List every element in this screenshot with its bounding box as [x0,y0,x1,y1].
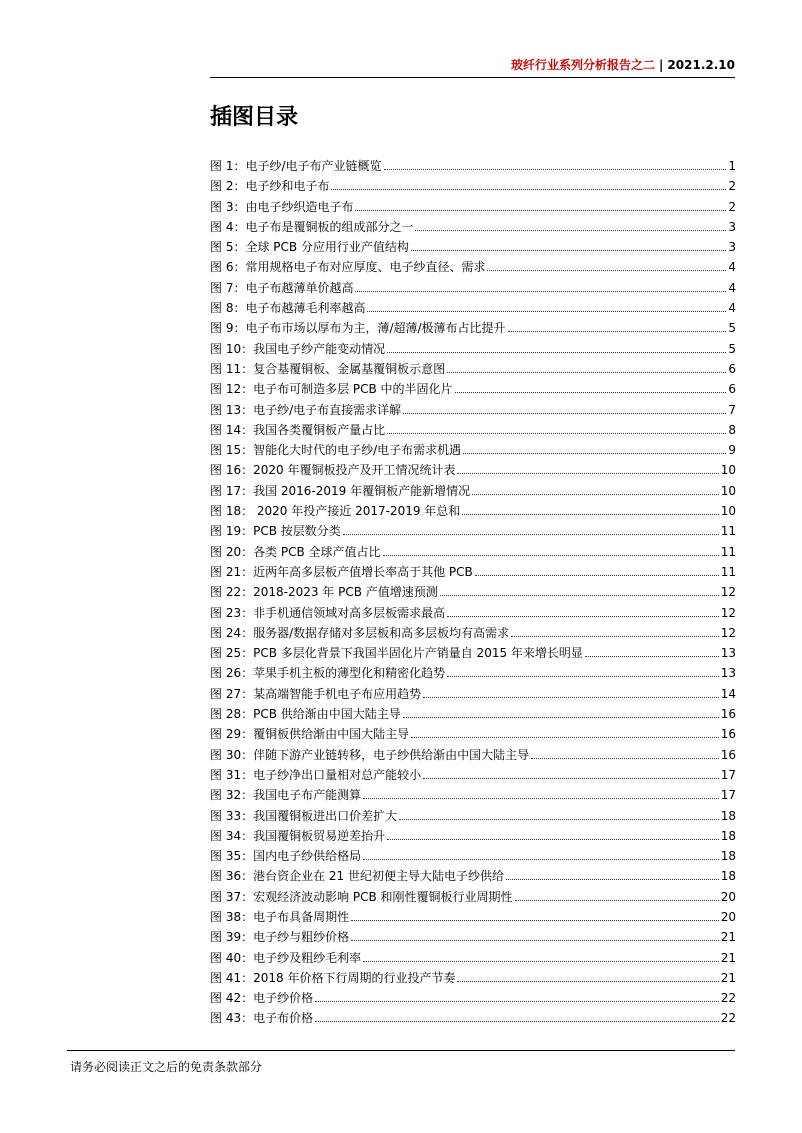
toc-entry-page[interactable]: 11 [720,524,736,539]
toc-entry-page[interactable]: 16 [720,747,736,762]
toc-entry[interactable] [210,604,736,624]
toc-entry-page[interactable]: 12 [720,605,736,620]
toc-entry[interactable] [210,989,736,1009]
toc-leader-dots [384,169,727,170]
toc-entry-page[interactable]: 17 [720,767,736,782]
toc-entry-label[interactable]: 图 7：电子布越薄单价越高 [210,280,354,295]
toc-entry[interactable] [210,766,736,786]
toc-entry-label[interactable]: 图 9：电子布市场以厚布为主，薄/超薄/极薄布占比提升 [210,321,506,336]
toc-entry-page[interactable]: 18 [720,828,736,843]
toc-leader-dots [363,961,719,962]
toc-entry[interactable] [210,340,736,360]
toc-entry[interactable] [210,258,736,278]
toc-entry-page[interactable]: 4 [728,301,736,316]
toc-entry-label[interactable]: 图 25：PCB 多层化背景下我国半固化片产销量自 2015 年来增长明显 [210,646,583,661]
toc-leader-dots [463,453,726,454]
toc-entry-label[interactable]: 图 11：复合基覆铜板、金属基覆铜板示意图 [210,361,446,376]
toc-entry[interactable] [210,401,736,421]
toc-entry-label[interactable]: 图 31：电子纱净出口量相对总产能较小 [210,767,422,782]
toc-leader-dots [355,210,726,211]
header-separator: | [659,58,664,72]
toc-entry-page[interactable]: 21 [720,930,736,945]
toc-leader-dots [447,372,726,373]
toc-entry[interactable] [210,908,736,928]
toc-entry-label[interactable]: 图 18： 2020 年投产接近 2017-2019 年总和 [210,504,461,519]
toc-entry-label[interactable]: 图 4：电子布是覆铜板的组成部分之一 [210,219,414,234]
report-series-title: 玻纤行业系列分析报告之二 [511,58,656,72]
toc-leader-dots [383,555,719,556]
toc-entry[interactable] [210,928,736,948]
toc-entry-page[interactable]: 7 [728,402,736,417]
toc-leader-dots [387,433,726,434]
toc-leader-dots [506,879,719,880]
toc-entry[interactable] [210,888,736,908]
toc-entry[interactable] [210,380,736,400]
toc-entry[interactable] [210,705,736,725]
toc-leader-dots [585,656,719,657]
toc-leader-dots [457,981,718,982]
toc-entry-label[interactable]: 图 35：国内电子纱供给格局 [210,849,362,864]
toc-entry-label[interactable]: 图 3：由电子纱织造电子布 [210,199,354,214]
toc-entry[interactable] [210,1009,736,1029]
toc-entry[interactable] [210,502,736,522]
toc-leader-dots [343,534,719,535]
toc-entry-page[interactable]: 2 [728,199,736,214]
toc-entry-page[interactable]: 6 [728,361,736,376]
toc-leader-dots [508,331,727,332]
toc-entry-label[interactable]: 图 5：全球 PCB 分应用行业产值结构 [210,240,409,255]
toc-entry-label[interactable]: 图 24：服务器/数据存储对多层板和高多层板均有高需求 [210,625,510,640]
toc-leader-dots [411,737,719,738]
toc-entry-page[interactable]: 20 [720,889,736,904]
footer-disclaimer: 请务必阅读正文之后的免责条款部分 [70,1060,263,1074]
toc-entry-page[interactable]: 22 [720,1011,736,1026]
toc-entry-page[interactable]: 22 [720,991,736,1006]
toc-entry-page[interactable]: 8 [728,422,736,437]
toc-entry-page[interactable]: 11 [720,564,736,579]
toc-entry[interactable] [210,482,736,502]
toc-entry[interactable] [210,563,736,583]
toc-leader-dots [387,839,719,840]
toc-entry-label[interactable]: 图 8：电子布越薄毛利率越高 [210,301,366,316]
toc-leader-dots [411,250,726,251]
toc-leader-dots [531,758,719,759]
toc-entry-label[interactable]: 图 41：2018 年价格下行周期的行业投产节奏 [210,970,456,985]
toc-entry[interactable] [210,198,736,218]
toc-entry-page[interactable]: 2 [728,179,736,194]
toc-entry-label[interactable]: 图 30：伴随下游产业链转移，电子纱供给渐由中国大陆主导 [210,747,530,762]
toc-entry[interactable] [210,685,736,705]
page-title: 插图目录 [210,105,299,130]
toc-entry[interactable] [210,461,736,481]
toc-entry-label[interactable]: 图 22：2018-2023 年 PCB 产值增速预测 [210,585,438,600]
toc-entry-label[interactable]: 图 2：电子纱和电子布 [210,179,330,194]
toc-entry[interactable] [210,279,736,299]
toc-entry-page[interactable]: 12 [720,585,736,600]
toc-entry[interactable] [210,807,736,827]
toc-leader-dots [399,819,719,820]
toc-entry-label[interactable]: 图 42：电子纱价格 [210,991,314,1006]
toc-entry-label[interactable]: 图 27：某高端智能手机电子布应用趋势 [210,686,422,701]
toc-entry-label[interactable]: 图 38：电子布具备周期性 [210,909,350,924]
toc-entry-label[interactable]: 图 34：我国覆铜板贸易逆差抬升 [210,828,386,843]
toc-entry[interactable] [210,969,736,989]
toc-entry-label[interactable]: 图 6：常用规格电子布对应厚度、电子纱直径、需求 [210,260,486,275]
toc-leader-dots [447,616,719,617]
toc-leader-dots [511,636,719,637]
toc-entry[interactable] [210,360,736,380]
toc-entry[interactable] [210,319,736,339]
toc-entry-page[interactable]: 5 [728,341,736,356]
toc-entry-page[interactable]: 21 [720,970,736,985]
header-divider [210,77,735,78]
toc-entry-label[interactable]: 图 29：覆铜板供给渐由中国大陆主导 [210,727,410,742]
toc-entry[interactable] [210,786,736,806]
toc-entry[interactable] [210,644,736,664]
toc-entry-page[interactable]: 13 [720,646,736,661]
toc-entry-label[interactable]: 图 14：我国各类覆铜板产量占比 [210,422,386,437]
figure-list [210,157,736,1030]
toc-leader-dots [403,717,719,718]
toc-entry-label[interactable]: 图 26：苹果手机主板的薄型化和精密化趋势 [210,666,446,681]
toc-leader-dots [351,920,719,921]
toc-leader-dots [515,900,719,901]
toc-entry-page[interactable]: 20 [720,909,736,924]
toc-entry-page[interactable]: 3 [728,219,736,234]
toc-leader-dots [363,859,719,860]
toc-entry[interactable] [210,664,736,684]
toc-leader-dots [331,189,726,190]
toc-entry[interactable] [210,725,736,745]
toc-entry-page[interactable]: 4 [728,280,736,295]
toc-leader-dots [472,494,719,495]
toc-entry-page[interactable]: 18 [720,869,736,884]
toc-entry-page[interactable]: 10 [720,504,736,519]
toc-entry[interactable] [210,624,736,644]
toc-entry[interactable] [210,867,736,887]
toc-entry-page[interactable]: 5 [728,321,736,336]
toc-entry[interactable] [210,441,736,461]
toc-entry[interactable] [210,847,736,867]
toc-entry[interactable] [210,157,736,177]
toc-entry-label[interactable]: 图 17：我国 2016-2019 年覆铜板产能新增情况 [210,483,471,498]
footer-divider [67,1050,735,1051]
toc-entry[interactable] [210,218,736,238]
toc-leader-dots [462,514,718,515]
toc-entry[interactable] [210,522,736,542]
toc-entry-page[interactable]: 12 [720,625,736,640]
toc-entry[interactable] [210,543,736,563]
toc-entry-page[interactable]: 17 [720,788,736,803]
toc-entry-page[interactable]: 10 [720,483,736,498]
toc-entry-page[interactable]: 9 [728,443,736,458]
toc-entry-page[interactable]: 4 [728,260,736,275]
toc-leader-dots [315,1001,719,1002]
toc-entry[interactable] [210,421,736,441]
toc-leader-dots [423,778,719,779]
toc-entry[interactable] [210,238,736,258]
toc-entry-page[interactable]: 1 [728,159,736,173]
toc-entry-label[interactable]: 图 21：近两年高多层板产值增长率高于其他 PCB [210,564,473,579]
toc-entry-page[interactable]: 18 [720,808,736,823]
toc-leader-dots [367,311,726,312]
toc-leader-dots [447,676,719,677]
toc-entry-page[interactable]: 10 [720,463,736,478]
toc-entry-label[interactable]: 图 43：电子布价格 [210,1011,314,1026]
toc-entry-page[interactable]: 3 [728,240,736,255]
toc-entry-label[interactable]: 图 10：我国电子纱产能变动情况 [210,341,386,356]
toc-leader-dots [457,473,718,474]
toc-entry-page[interactable]: 21 [720,950,736,965]
toc-entry-label[interactable]: 图 19：PCB 按层数分类 [210,524,341,539]
toc-entry-page[interactable]: 13 [720,666,736,681]
toc-entry[interactable] [210,746,736,766]
toc-leader-dots [487,270,726,271]
toc-entry-label[interactable]: 图 1：电子纱/电子布产业链概览 [210,159,382,173]
toc-leader-dots [355,291,726,292]
toc-entry[interactable] [210,827,736,847]
toc-entry-label[interactable]: 图 39：电子纱与粗纱价格 [210,930,350,945]
toc-leader-dots [403,413,726,414]
toc-leader-dots [315,1021,719,1022]
toc-entry[interactable] [210,299,736,319]
toc-leader-dots [475,575,719,576]
toc-entry-label[interactable]: 图 20：各类 PCB 全球产值占比 [210,544,381,559]
toc-entry[interactable] [210,583,736,603]
page-header [210,56,735,76]
toc-entry-label[interactable]: 图 40：电子纱及粗纱毛利率 [210,950,362,965]
toc-entry-page[interactable]: 16 [720,707,736,722]
toc-entry-page[interactable]: 14 [720,686,736,701]
toc-leader-dots [455,392,727,393]
toc-entry-label[interactable]: 图 28：PCB 供给渐由中国大陆主导 [210,707,401,722]
toc-entry[interactable] [210,177,736,197]
toc-entry-label[interactable]: 图 36：港台资企业在 21 世纪初便主导大陆电子纱供给 [210,869,504,884]
toc-leader-dots [363,798,719,799]
toc-leader-dots [351,940,719,941]
toc-entry-label[interactable]: 图 16：2020 年覆铜板投产及开工情况统计表 [210,463,456,478]
toc-leader-dots [423,697,719,698]
toc-entry-page[interactable]: 6 [728,382,736,397]
report-date: 2021.2.10 [667,58,735,72]
toc-entry-page[interactable]: 11 [720,544,736,559]
toc-leader-dots [415,230,726,231]
toc-entry-label[interactable]: 图 15：智能化大时代的电子纱/电子布需求机遇 [210,443,462,458]
toc-entry-page[interactable]: 16 [720,727,736,742]
toc-entry-label[interactable]: 图 12：电子布可制造多层 PCB 中的半固化片 [210,382,453,397]
toc-entry-label[interactable]: 图 23：非手机通信领域对高多层板需求最高 [210,605,446,620]
toc-leader-dots [440,595,719,596]
toc-leader-dots [387,352,726,353]
toc-entry-label[interactable]: 图 33：我国覆铜板进出口价差扩大 [210,808,398,823]
toc-entry-label[interactable]: 图 32：我国电子布产能测算 [210,788,362,803]
toc-entry-label[interactable]: 图 13：电子纱/电子布直接需求详解 [210,402,402,417]
toc-entry[interactable] [210,949,736,969]
toc-entry-page[interactable]: 18 [720,849,736,864]
toc-entry-label[interactable]: 图 37：宏观经济波动影响 PCB 和刚性覆铜板行业周期性 [210,889,513,904]
